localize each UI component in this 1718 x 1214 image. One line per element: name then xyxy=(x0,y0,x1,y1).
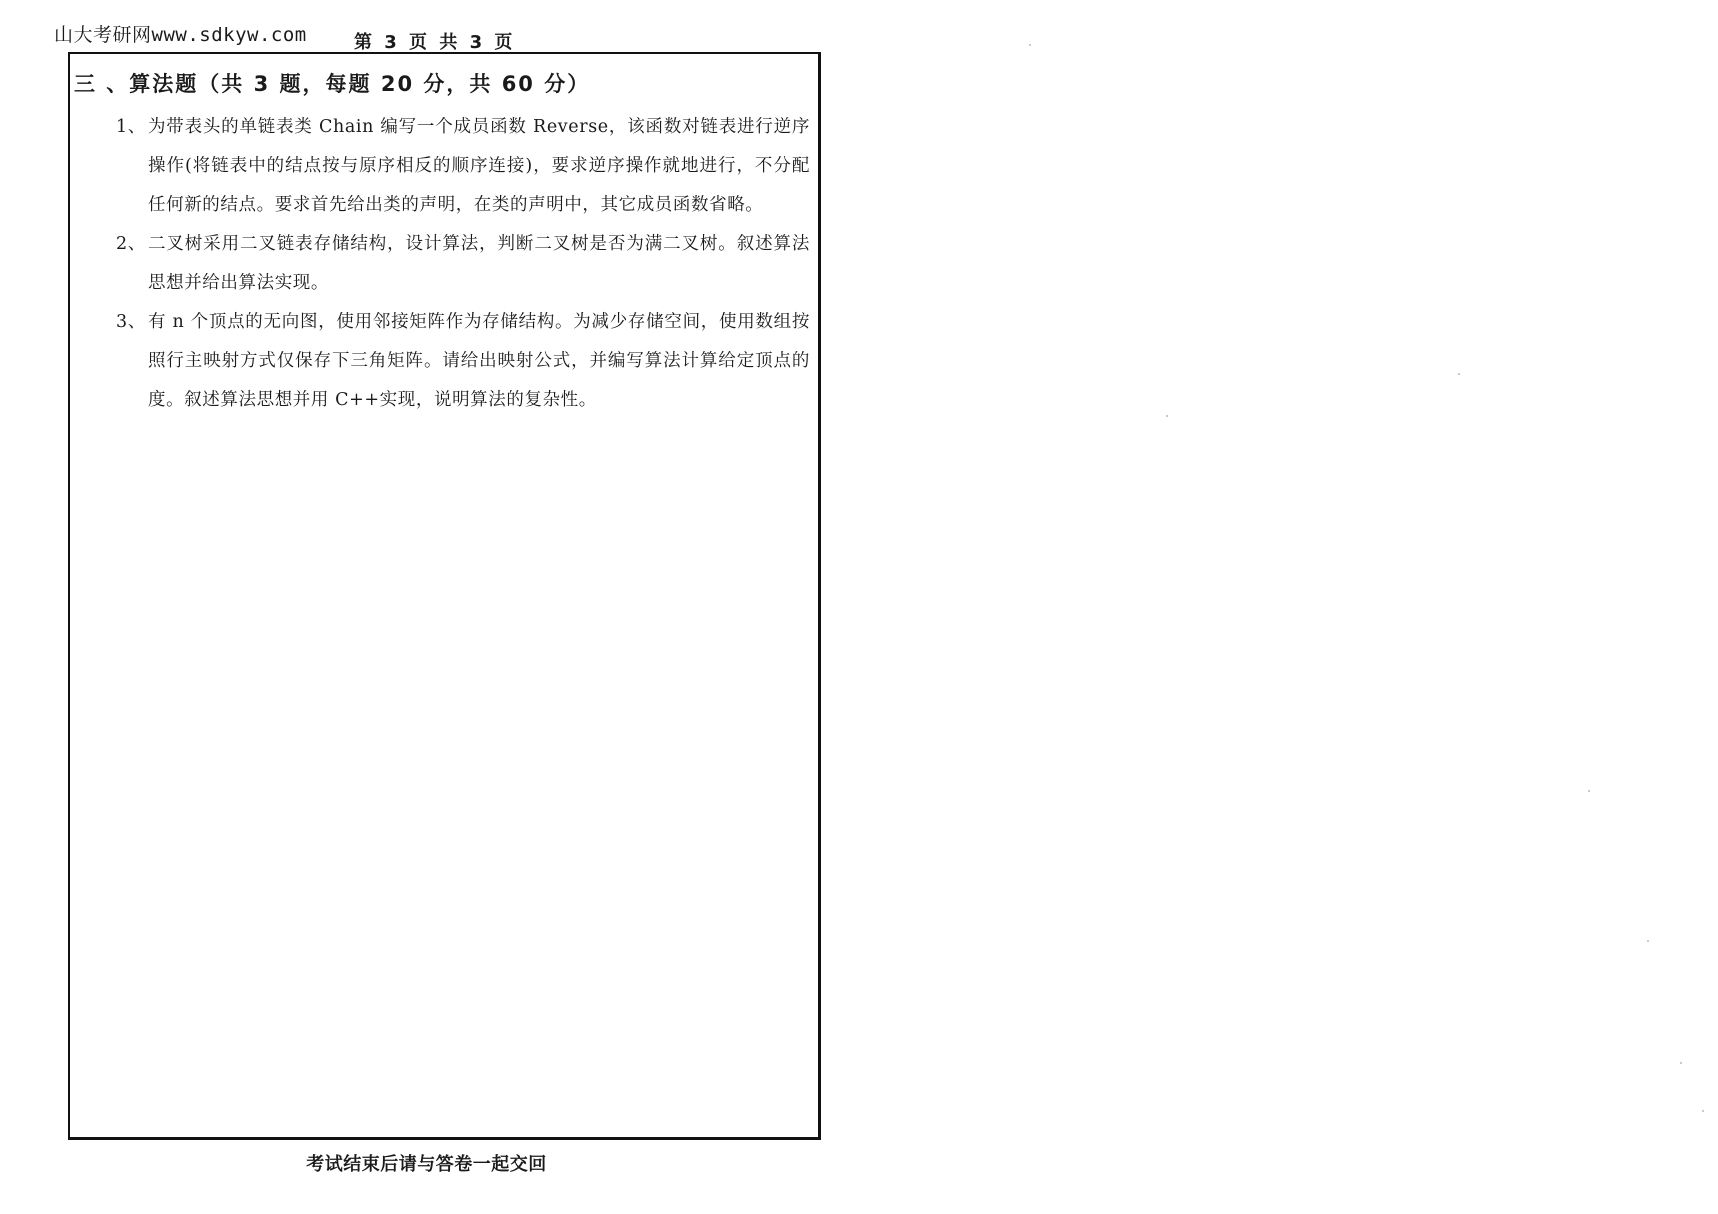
scan-speck xyxy=(1647,940,1649,942)
question-number: 3、 xyxy=(116,312,146,332)
page-number: 第 3 页 共 3 页 xyxy=(354,32,516,53)
question-list xyxy=(116,108,810,420)
question-number: 2、 xyxy=(116,234,146,254)
scan-speck xyxy=(1702,1110,1704,1112)
question-number: 1、 xyxy=(116,117,146,137)
question-text: 为带表头的单链表类 Chain 编写一个成员函数 Reverse，该函数对链表进行逆序操作(将链表中的结点按与原序相反的顺序连接)，要求逆序操作就地进行，不分配任何新的结点。要求首先给出类的声明，在类的声明中，其它成员函数省略。 xyxy=(148,117,810,215)
scan-speck xyxy=(1680,1062,1682,1064)
question-text: 有 n 个顶点的无向图，使用邻接矩阵作为存储结构。为减少存储空间，使用数组按照行主映射方式仅保存下三角矩阵。请给出映射公式，并编写算法计算给定顶点的度。叙述算法思想并用 C++实现，说明算法的复杂性。 xyxy=(148,312,810,410)
question-item xyxy=(116,225,810,303)
question-item xyxy=(116,303,810,420)
site-header: 山大考研网www.sdkyw.com xyxy=(54,24,307,46)
section-heading: 三 、算法题（共 3 题，每题 20 分，共 60 分） xyxy=(74,72,591,96)
scan-speck xyxy=(1458,373,1460,375)
scan-speck xyxy=(1588,790,1590,792)
footer-note: 考试结束后请与答卷一起交回 xyxy=(306,1154,547,1175)
scan-speck xyxy=(1029,44,1031,46)
question-text: 二叉树采用二叉链表存储结构，设计算法，判断二叉树是否为满二叉树。叙述算法思想并给出算法实现。 xyxy=(148,234,810,293)
question-item xyxy=(116,108,810,225)
scan-speck xyxy=(1166,415,1168,417)
